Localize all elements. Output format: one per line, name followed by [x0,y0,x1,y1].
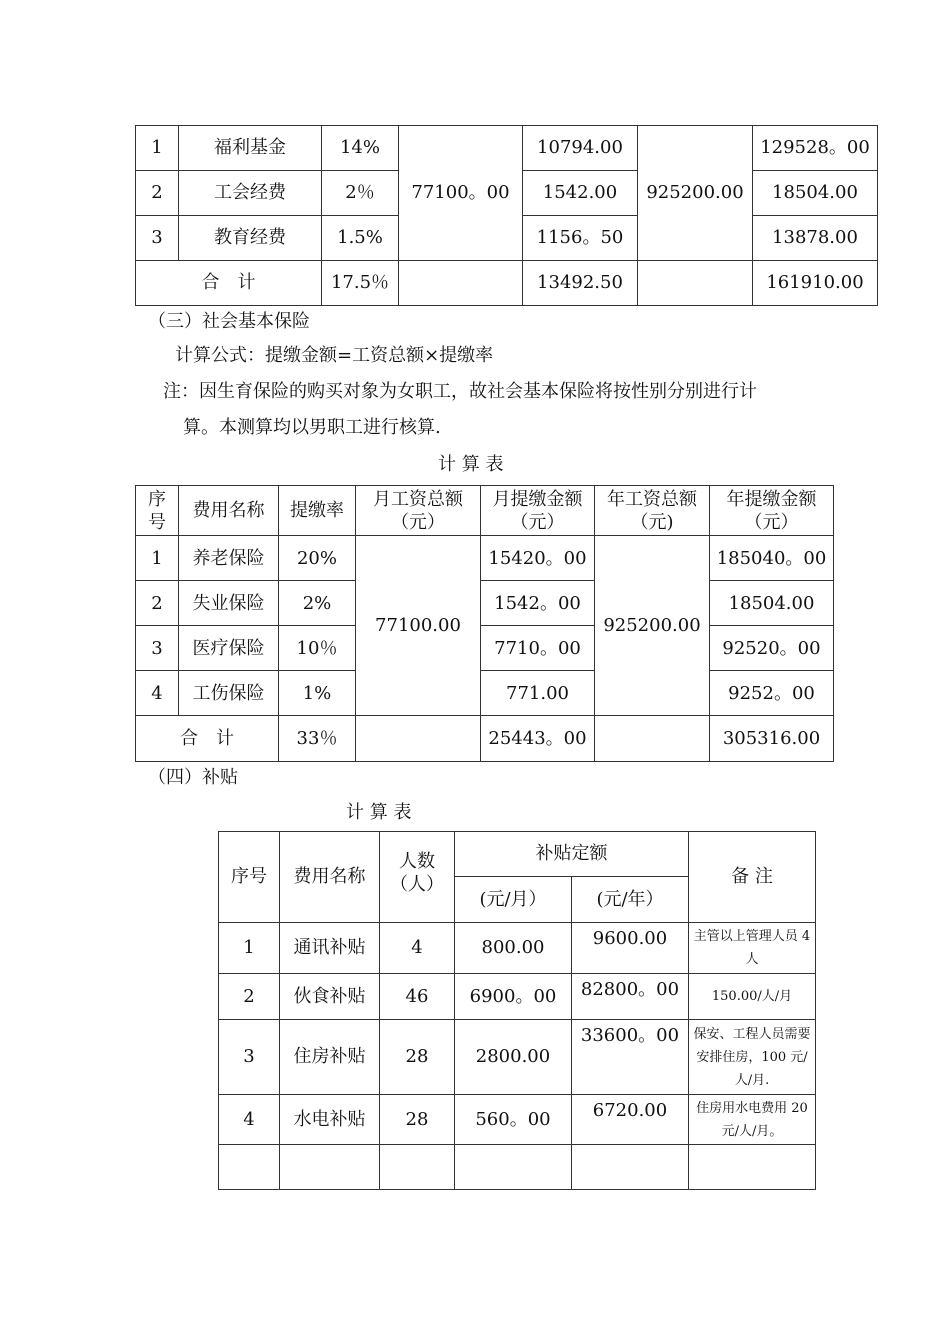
remark: 主管以上管理人员 4 人 [689,923,816,974]
rate: 20% [279,536,356,581]
row-number: 2 [136,171,179,216]
monthly-amount: 1156。50 [523,216,638,261]
note-line-2: 算。本测算均以男职工进行核算. [183,417,441,438]
table-title: 计 算 表 [438,454,504,475]
headcount: 46 [380,974,455,1020]
yearly-quota: 33600。00 [572,1020,689,1095]
rate: 14% [322,126,399,171]
col-header-remark: 备 注 [689,832,816,923]
rate: 1.5% [322,216,399,261]
row-number: 1 [219,923,280,974]
monthly-amount: 1542。00 [481,581,595,626]
table-row [136,126,878,171]
col-header-yearly-amount: 年提缴金额 （元） [710,486,834,536]
empty-cell [572,1145,689,1190]
table-row [219,1095,816,1145]
total-yearly-amount: 305316.00 [710,716,834,762]
empty-cell [638,261,753,306]
table-row [219,1020,816,1095]
social-insurance-table [135,485,834,762]
table-row [136,536,834,581]
formula-text: 计算公式：提缴金额=工资总额×提缴率 [175,345,494,366]
empty-cell [595,716,710,762]
col-header-yearly-wage: 年工资总额 （元) [595,486,710,536]
yearly-quota: 6720.00 [572,1095,689,1145]
monthly-quota: 800.00 [455,923,572,974]
subsidy-table [218,831,816,1190]
empty-cell [399,261,523,306]
monthly-wage-total: 77100.00 [356,536,481,716]
total-row [136,716,834,762]
expense-name: 教育经费 [179,216,322,261]
yearly-quota: 82800。00 [572,974,689,1020]
col-header-number: 序 号 [136,486,179,536]
empty-cell [219,1145,280,1190]
remark: 150.00/人/月 [689,974,816,1020]
empty-cell [280,1145,380,1190]
col-header-rate: 提缴率 [279,486,356,536]
expense-name: 水电补贴 [280,1095,380,1145]
table-row [136,581,834,626]
row-number: 2 [136,581,179,626]
table-row [136,626,834,671]
row-number: 1 [136,536,179,581]
monthly-wage-total: 77100。00 [399,126,523,261]
expense-name: 医疗保险 [179,626,279,671]
monthly-quota: 2800.00 [455,1020,572,1095]
row-number: 4 [219,1095,280,1145]
table-row [219,974,816,1020]
total-label: 合 计 [136,716,279,762]
col-header-quota: 补贴定额 [455,832,689,877]
rate: 1% [279,671,356,716]
rate: 2% [279,581,356,626]
row-number: 2 [219,974,280,1020]
section-heading-subsidy: （四）补贴 [148,767,238,788]
col-header-name: 费用名称 [179,486,279,536]
row-number: 3 [136,216,179,261]
total-row [136,261,878,306]
headcount: 28 [380,1095,455,1145]
row-number: 4 [136,671,179,716]
col-header-per-year: (元/年） [572,877,689,923]
total-rate: 17.5％ [322,261,399,306]
expense-name: 工会经费 [179,171,322,216]
col-header-per-month: (元/月） [455,877,572,923]
remark: 保安、工程人员需要安排住房，100 元/人/月. [689,1020,816,1095]
header-row [136,486,834,536]
expense-name: 住房补贴 [280,1020,380,1095]
note-line-1: 注：因生育保险的购买对象为女职工，故社会基本保险将按性别分别进行计 [163,381,757,402]
row-number: 3 [219,1020,280,1095]
monthly-amount: 771.00 [481,671,595,716]
empty-cell [689,1145,816,1190]
welfare-fund-table [135,125,878,306]
empty-row [219,1145,816,1190]
total-rate: 33％ [279,716,356,762]
total-monthly-amount: 13492.50 [523,261,638,306]
yearly-wage-total: 925200.00 [638,126,753,261]
rate: 10％ [279,626,356,671]
section-heading-social-insurance: （三）社会基本保险 [148,311,310,332]
remark: 住房用水电费用 20 元/人/月。 [689,1095,816,1145]
monthly-quota: 6900。00 [455,974,572,1020]
yearly-amount: 13878.00 [753,216,878,261]
monthly-amount: 7710。00 [481,626,595,671]
empty-cell [356,716,481,762]
yearly-amount: 92520。00 [710,626,834,671]
col-header-count: 人数 （人） [380,832,455,923]
expense-name: 伙食补贴 [280,974,380,1020]
headcount: 28 [380,1020,455,1095]
expense-name: 养老保险 [179,536,279,581]
monthly-amount: 15420。00 [481,536,595,581]
col-header-monthly-amount: 月提缴金额 （元） [481,486,595,536]
headcount: 4 [380,923,455,974]
table-title: 计 算 表 [346,802,412,823]
empty-cell [455,1145,572,1190]
total-monthly-amount: 25443。00 [481,716,595,762]
rate: 2％ [322,171,399,216]
empty-cell [380,1145,455,1190]
total-yearly-amount: 161910.00 [753,261,878,306]
monthly-quota: 560。00 [455,1095,572,1145]
yearly-amount: 185040。00 [710,536,834,581]
table-row [219,923,816,974]
yearly-amount: 18504.00 [753,171,878,216]
row-number: 3 [136,626,179,671]
row-number: 1 [136,126,179,171]
expense-name: 工伤保险 [179,671,279,716]
monthly-amount: 10794.00 [523,126,638,171]
yearly-quota: 9600.00 [572,923,689,974]
yearly-wage-total: 925200.00 [595,536,710,716]
expense-name: 通讯补贴 [280,923,380,974]
expense-name: 失业保险 [179,581,279,626]
yearly-amount: 129528。00 [753,126,878,171]
table-row [136,671,834,716]
col-header-name: 费用名称 [280,832,380,923]
expense-name: 福利基金 [179,126,322,171]
yearly-amount: 18504.00 [710,581,834,626]
col-header-number: 序号 [219,832,280,923]
total-label: 合 计 [136,261,322,306]
monthly-amount: 1542.00 [523,171,638,216]
header-row [219,832,816,877]
yearly-amount: 9252。00 [710,671,834,716]
col-header-monthly-wage: 月工资总额 （元） [356,486,481,536]
